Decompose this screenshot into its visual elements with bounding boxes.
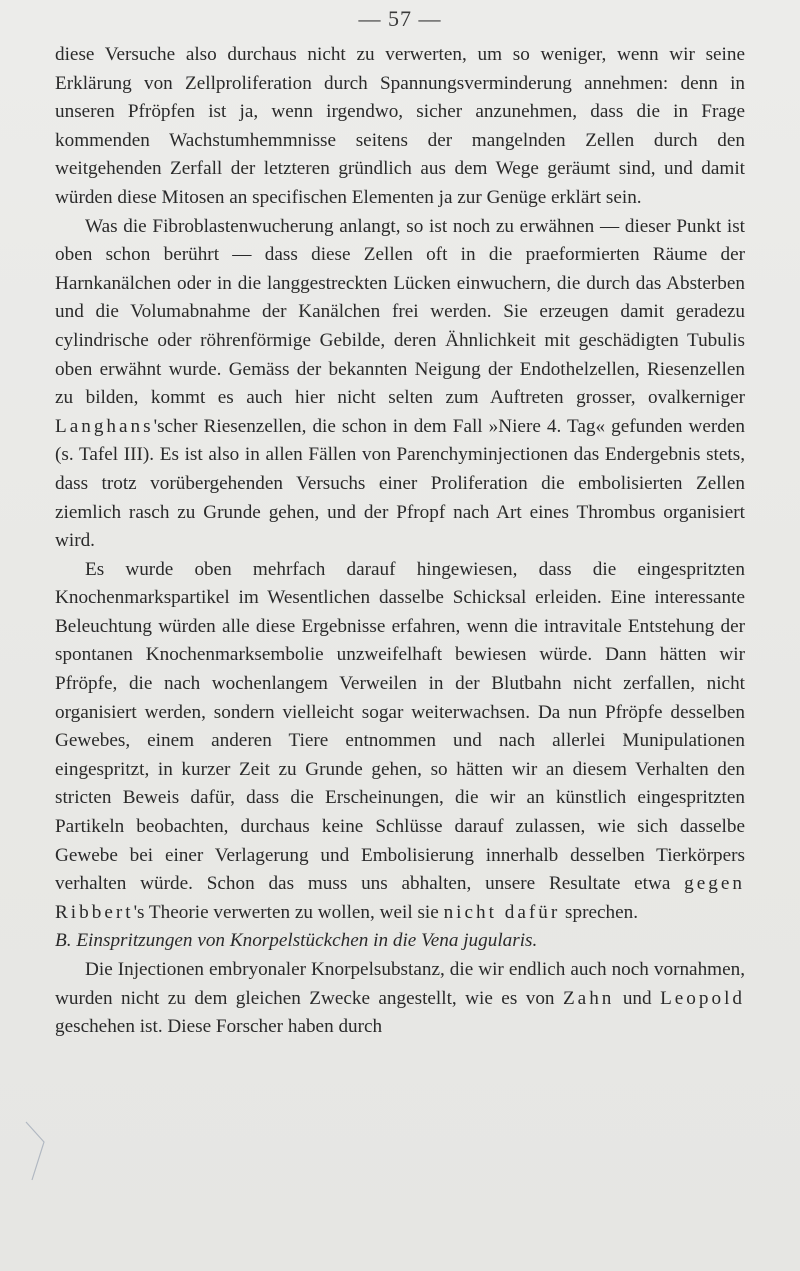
author-name-zahn: Zahn bbox=[562, 987, 615, 1009]
paragraph-4-text-b: geschehen ist. Diese Forscher haben durch bbox=[55, 1016, 383, 1038]
paragraph-2 bbox=[55, 213, 745, 556]
scan-artifact-mark bbox=[24, 1120, 50, 1190]
page-number: — 57 — bbox=[358, 6, 442, 31]
section-label: B. bbox=[55, 930, 72, 952]
paragraph-4-and: und bbox=[614, 987, 661, 1009]
paragraph-1: diese Versuche also durchaus nicht zu verwerten, um so weniger, wenn wir seine Erklärung von Zellproliferation durch Spannungsverminderung annehmen: denn in unseren Pfröpfen ist ja, wenn irgendwo, sicher anzunehmen, dass die in Frage kommenden Wachstumhemmnisse seitens der mangelnden Zellen durch den weitgehenden Zerfall der letzteren gründlich aus dem Wege geräumt sind, und damit würden diese Mitosen an specifischen Elementen ja zur Genüge erklärt sein. bbox=[55, 44, 745, 208]
paragraph-3-text-c: sprechen. bbox=[560, 901, 638, 923]
emphasis-gegen: gegen bbox=[684, 873, 745, 895]
emphasis-nicht-dafuer: nicht dafür bbox=[443, 901, 561, 923]
author-name-ribbert: Ribbert bbox=[55, 901, 134, 923]
author-name-leopold: Leopold bbox=[660, 987, 746, 1009]
paragraph-3 bbox=[55, 556, 745, 928]
paragraph-3-text-b: 's Theorie verwerten zu wollen, weil sie bbox=[133, 901, 444, 923]
paragraph-3-text-a: Es wurde oben mehrfach darauf hingewiesen, dass die eingespritzten Knochenmarkspartikel im Wesentlichen dasselbe Schicksal erleiden. Eine interessante Beleuchtung würden alle diese Ergebnisse erfahren, wenn die intravitale Entstehung der spontanen Knochenmarksembolie unzweifelhaft bewiesen würde. Dann hätten wir Pfröpfe, die nach wochenlangem Verweilen in der Blutbahn nicht zerfallen, nicht organisiert werden, sondern vielleicht sogar weiterwachsen. Da nun Pfröpfe desselben Gewebes, einem anderen Tiere entnommen und nach allerlei Munipulationen eingespritzt, in kurzer Zeit zu Grunde gehen, so hätten wir an diesem Verhalten den stricten Beweis dafür, dass die Erscheinungen, die wir an künstlich eingespritzten Partikeln beobachten, durchaus keine Schlüsse darauf zulassen, wie sich dasselbe Gewebe bei einer Verlagerung und Embolisierung innerhalb desselben Tierkörpers verhalten würde. Schon das muss uns abhalten, unsere Resultate etwa bbox=[55, 558, 745, 895]
author-name-langhans: Langhans bbox=[55, 415, 154, 437]
section-heading bbox=[55, 927, 745, 956]
paragraph-2-text-a: Was die Fibroblastenwucherung anlangt, so ist noch zu erwähnen — dieser Punkt ist oben schon berührt — dass diese Zellen oft in die praeformierten Räume der Harnkanälchen oder in die langgestreckten Lücken einwuchern, die durch das Absterben und die Volumabnahme der Kanälchen frei werden. Sie erzeugen damit geradezu cylindrische oder röhrenförmige Gebilde, deren Ähnlichkeit mit geschädigten Tubulis oben erwähnt wurde. Gemäss der bekannten Neigung der Endothelzellen, Riesenzellen zu bilden, kommt es auch hier nicht selten zum Auftreten grosser, ovalkerniger bbox=[55, 215, 745, 409]
paragraph-4-text-a: Die Injectionen embryonaler Knorpelsubstanz, die wir endlich auch noch vornahmen, wurden nicht zu dem gleichen Zwecke angestellt, wie es von bbox=[55, 959, 745, 1009]
section-title: Einspritzungen von Knorpelstückchen in die Vena jugularis. bbox=[76, 930, 538, 952]
paragraph-4 bbox=[55, 956, 745, 1042]
body-text bbox=[55, 41, 745, 1042]
paragraph-2-text-b: 'scher Riesenzellen, die schon in dem Fall »Niere 4. Tag« gefunden werden (s. Tafel III). Es ist also in allen Fällen von Parenchyminjectionen das Endergebnis stets, dass trotz vorübergehenden Versuchs einer Proliferation die embolisierten Zellen ziemlich rasch zu Grunde gehen, und der Pfropf nach Art eines Thrombus organisiert wird. bbox=[55, 415, 745, 552]
